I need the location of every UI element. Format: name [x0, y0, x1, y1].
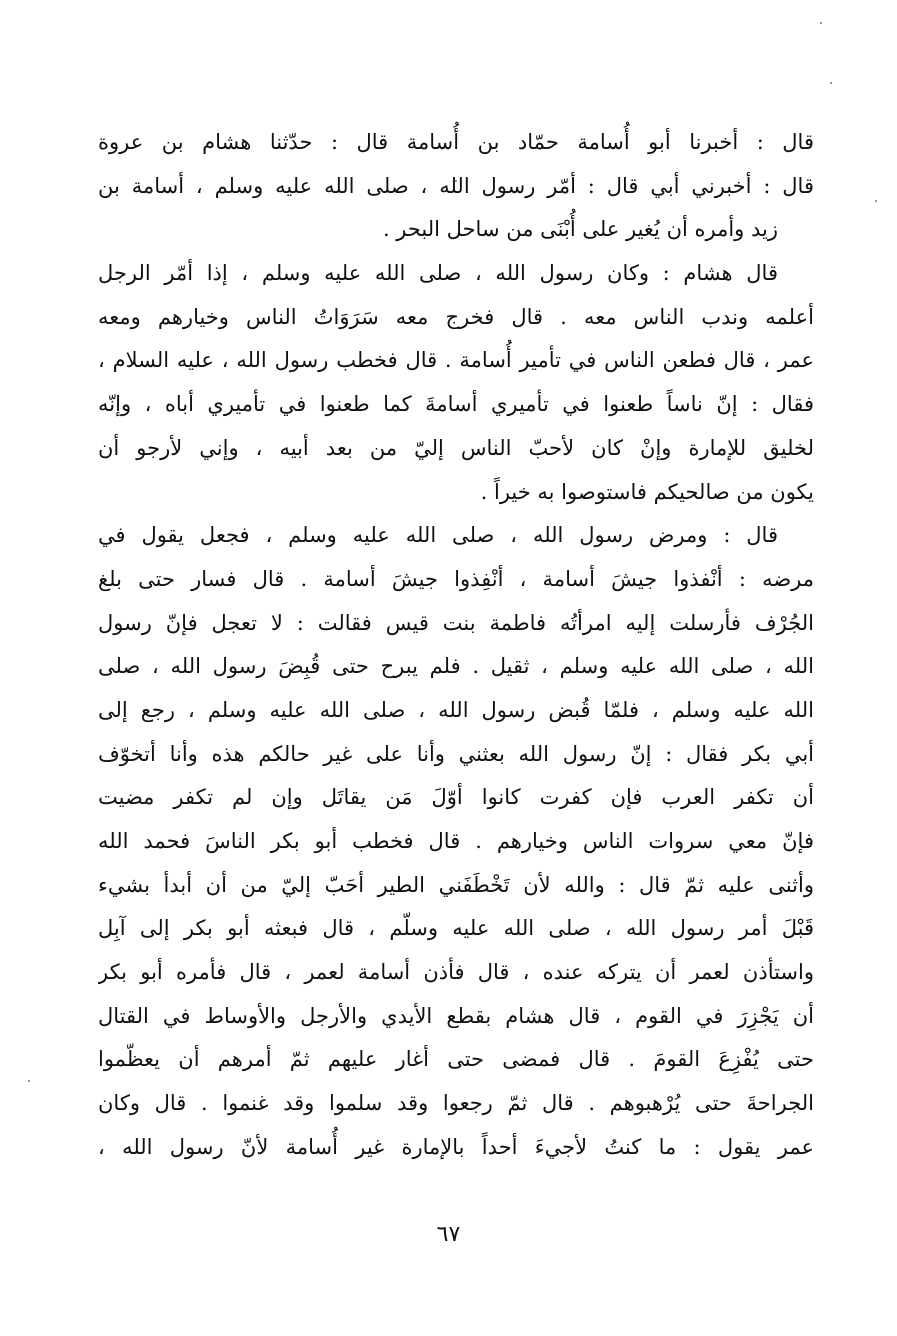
text-line: زيد وأمره أن يُغير على أُبْنَى من ساحل البحر . [382, 217, 778, 242]
paper-speck [875, 200, 877, 202]
text-line: وأثنى عليه ثمّ قال : والله لأن تَخْطَفَني الطير أحَبّ إليّ من أن أبدأ بشيء [98, 872, 814, 897]
body-text [98, 121, 814, 1170]
text-line: يكون من صالحيكم فاستوصوا به خيراً . [480, 479, 814, 504]
text-line: فإنّ معي سروات الناس وخيارهم . قال فخطب أبو بكر الناسَ فحمد الله [98, 829, 814, 853]
paragraph-2 [98, 252, 814, 514]
text-line: قال : أخبرني أبي قال : أمّر رسول الله ، صلى الله عليه وسلم ، أسامة بن [98, 173, 814, 198]
text-line: فقال : إنّ ناساً طعنوا في تأميري أسامةَ كما طعنوا في تأميري أباه ، وإنّه [98, 392, 814, 417]
text-line: أبي بكر فقال : إنّ رسول الله بعثني وأنا على غير حالكم هذه وأنا أتخوّف [98, 741, 814, 766]
paper-speck [28, 1080, 30, 1082]
text-line: حتى يُفْزِعَ القومَ . قال فمضى حتى أغار عليهم ثمّ أمرهم أن يعظّموا [98, 1047, 814, 1072]
text-line: مرضه : أنْفذوا جيشَ أسامة ، أنْفِذوا جيشَ أسامة . قال فسار حتى بلغ [98, 566, 814, 591]
paper-speck [820, 22, 822, 24]
text-line: الله عليه وسلم ، فلمّا قُبض رسول الله ، صلى الله عليه وسلم ، رجع إلى [98, 697, 814, 722]
text-line: أن تكفر العرب فإن كفرت كانوا أوّلَ مَن يقاتَل وإن لم تكفر مضيت [98, 785, 814, 810]
text-line: قال هشام : وكان رسول الله ، صلى الله عليه وسلم ، إذا أمّر الرجل [98, 261, 778, 286]
text-line: قال : ومرض رسول الله ، صلى الله عليه وسلم ، فجعل يقول في [98, 523, 778, 548]
page-number: ٦٧ [436, 1222, 461, 1247]
text-line: واستأذن لعمر أن يتركه عنده ، قال فأذن أسامة لعمر ، قال فأمره أبو بكر [98, 960, 814, 985]
text-line: قال : أخبرنا أبو أُسامة حمّاد بن أُسامة قال : حدّثنا هشام بن عروة [98, 130, 814, 154]
paper-speck [830, 82, 832, 84]
text-line: عمر ، قال فطعن الناس في تأمير أُسامة . قال فخطب رسول الله ، عليه السلام ، [98, 348, 814, 373]
text-line: لخليق للإمارة وإنْ كان لأحبّ الناس إليّ من بعد أبيه ، وإني لأرجو أن [98, 435, 814, 460]
text-line: الجُرْف فأرسلت إليه امرأتُه فاطمة بنت قيس فقالت : لا تعجل فإنّ رسول [98, 610, 814, 635]
text-line: قَبْلَ أمر رسول الله ، صلى الله عليه وسلّم ، قال فبعثه أبو بكر إلى آبِل [98, 916, 814, 941]
text-line: أن يَجْزِرَ في القوم ، قال هشام بقطع الأيدي والأرجل والأوساط في القتال [98, 1003, 814, 1028]
paragraph-3 [98, 514, 814, 1169]
paragraph-1 [98, 121, 814, 252]
text-line: عمر يقول : ما كنتُ لأجيءَ أحداً بالإمارة غير أُسامة لأنّ رسول الله ، [98, 1134, 814, 1159]
text-line: الله ، صلى الله عليه وسلم ، ثقيل . فلم يبرح حتى قُبِضَ رسول الله ، صلى [98, 654, 814, 679]
text-line: أعلمه وندب الناس معه . قال فخرج معه سَرَوَاتُ الناس وخيارهم ومعه [98, 304, 814, 329]
text-line: الجراحةَ حتى يُرْهبوهم . قال ثمّ رجعوا وقد سلموا وقد غنموا . قال وكان [98, 1091, 814, 1116]
